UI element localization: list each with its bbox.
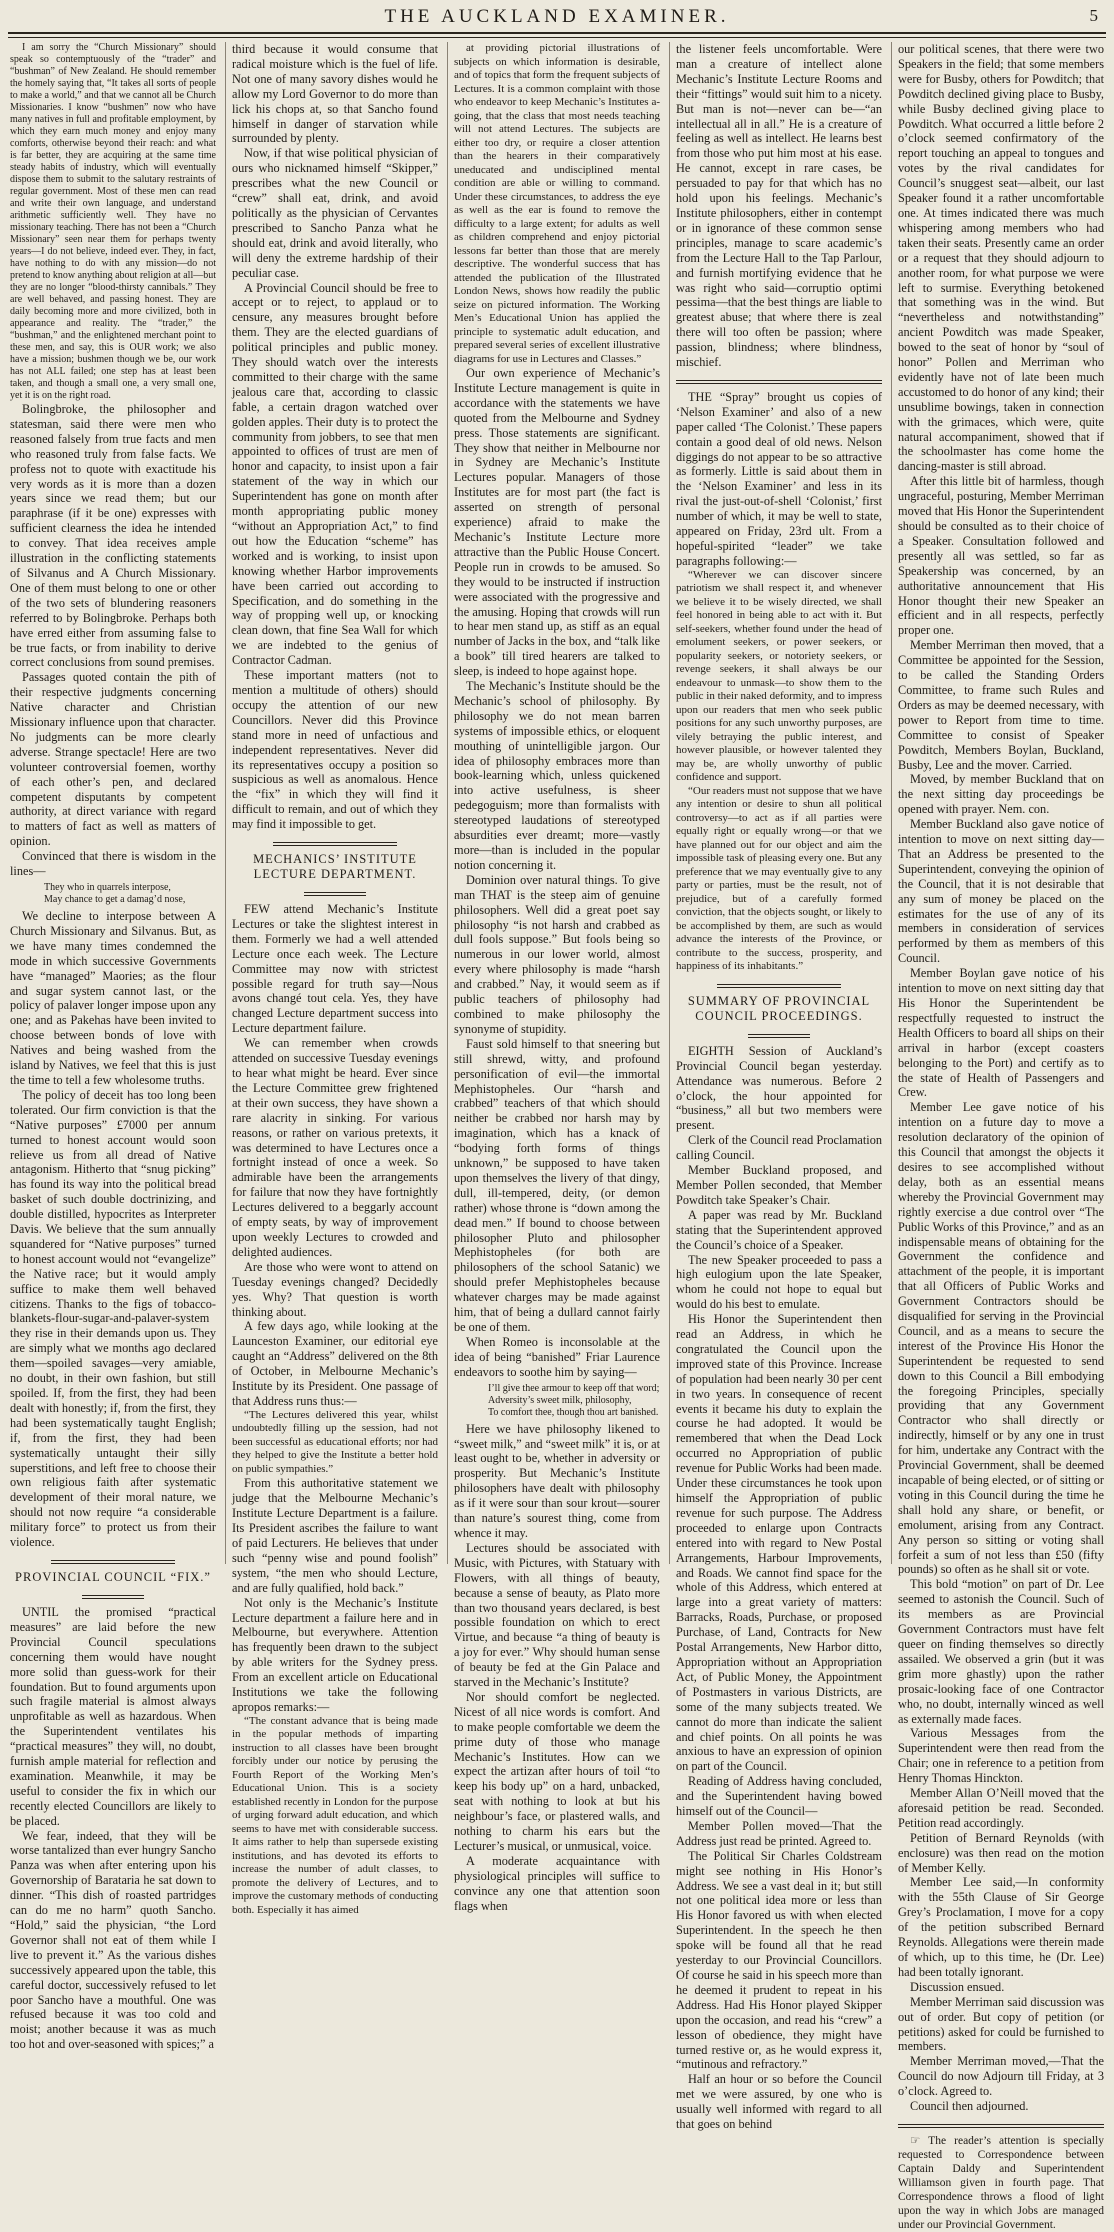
letter-excerpt: I am sorry the “Church Missionary” should speak so contemptuously of the “trader” and “bushman” of New Zealand. He should remember the homely saying that, “It takes all sorts of people to make a world,” and that we cannot all be Church Missionaries. I know “bushmen” now who have many natives in full and profitable employment, by which they earn much money and enjoy many comforts, otherwise beyond their reach: and what is far better, they are acquiring at the same time steady habits of industry, which will eventually dispose them to submit to the salutary restraints of regular government. Most of these men can read and write their own language, and understand arithmetic sufficiently well. They have no missionary teaching. There has not been a “Church Missionary” seen near them for perhaps twenty years—I do not believe, indeed ever. They, in fact, have nothing to do with any mission—do not pretend to know anything about religion at all—but they are no longer “blood-thirsty cannibals.” They are well behaved, and passing honest. They are daily becoming more and more civilized, both in appearance and reality. The “trader,” the “bushman,” and the enlightened merchant point to these men, and say, this is OUR work; we also have a mission; bushmen though we be, our work has not ALL failed; one step has at least been taken, and though a small one, a very small one, yet it is on the right road. — [10, 42, 216, 401]
paragraph: Various Messages from the Superintendent were then read from the Chair; one in reference to a petition from Henry Thomas Hinckton. — [898, 1726, 1104, 1786]
paragraph: Petition of Bernard Reynolds (with enclosure) was then read on the motion of Member Kelly. — [898, 1830, 1104, 1875]
masthead-rule — [8, 32, 1106, 38]
column-4 — [669, 42, 882, 2132]
section-divider — [676, 380, 882, 384]
paragraph: A Provincial Council should be free to accept or to reject, to applaud or to censure, any measures brought before them. They are the elected guardians of political principles and public money. They should watch over the interests committed to their charge with the same jealous care that, according to classic fable, a certain dragon watched over golden apples. Their duty is to protect the community from jobbers, to see that men appointed to offices of trust are men of honor and capacity, to insist upon a fair statement of the way in which our Superintendent has gone on month after month appropriating public money “without an Appropriation Act,” to find out how the Education “scheme” has worked and is working, to insist upon knowing whether Harbor improvements have been carried out according to Specification, and do something in the way of propping well up, or knocking clean down, that fine Sea Wall for which we are indebted to the genius of Contractor Cadman. — [232, 280, 438, 668]
paragraph: A paper was read by Mr. Buckland stating that the Superintendent approved the Council’s choice of a Speaker. — [676, 1207, 882, 1252]
paragraph: Member Buckland proposed, and Member Pollen seconded, that Member Powditch take Speaker’s Chair. — [676, 1163, 882, 1207]
paragraph: third because it would consume that radical moisture which is the fuel of life. Not one of many savory dishes would he allow my Lord Governor to do more than lick his chops at, so that Sancho found himself in danger of starvation while surrounded by plenty. — [232, 42, 438, 146]
paragraph: Passages quoted contain the pith of their respective judgments concerning Native character and Christian Missionary influence upon that character. No judgments can be more clearly adverse. Strange spectacle! Here are two volunteer controversial foemen, worthy of each other’s pen, and declared competent disputants by competent authority, at direct variance with regard to matters of fact as well as matters of opinion. — [10, 670, 216, 849]
verse-line: I’ll give thee armour to keep off that word; — [488, 1382, 660, 1394]
paragraph: We can remember when crowds attended on successive Tuesday evenings to hear what might be heard. Ever since the Lecture Committee grew frightened at their own success, they have shown a rare alacrity in sinking. For various reasons, or rather on various pretexts, it was determined to have Lectures once a fortnight instead of once a week. So admirable have been the arrangements for failure that now they have fortnightly Lectures delivered to a beggarly account of empty seats, by way of improvement upon weekly Lectures to crowded and delighted audiences. — [232, 1036, 438, 1259]
paragraph: We fear, indeed, that they will be worse tantalized than ever hungry Sancho Panza was when after entering upon his Governorship of Barataria he sat down to dinner. “This dish of roasted partridges can do me no harm” quoth Sancho. “Hold,” said the physician, “the Lord Governor shall not eat of them while I live to prevent it.” As the various dishes successively appeared upon the table, this careful doctor, successively refused to let poor Sancho have a mouthful. One was refused because it was too cold and moist; another because it was as much too hot and over-seasoned with spices;” a — [10, 1828, 216, 2052]
paragraph: FEW attend Mechanic’s Institute Lectures or take the slightest interest in them. Formerly we had a well attended Lecture once each week. The Lecture Committee may now with strictest possible regard for truth say—Nous avons changé tout cela. Yes, they have changed Lecture department success into Lecture department failure. — [232, 902, 438, 1036]
paragraph: After this little bit of harmless, though ungraceful, posturing, Member Merriman moved that His Honor the Superintendent should be consulted as to their choice of a Speaker. Consultation followed and presently all was settled, so far as Speakership was concerned, by an authoritative announcement that His Honor thought their new Speaker an efficient and in all respects, perfectly proper one. — [898, 474, 1104, 638]
paragraph: Member Boylan gave notice of his intention to move on next sitting day that His Honor the Superintendent be respectfully requested to instruct the Health Officers to board all ships on their arrival in harbor (except coasters belonging to the Port) and certify as to the state of Health of Passengers and Crew. — [898, 966, 1104, 1100]
article-headline: SUMMARY OF PROVINCIAL COUNCIL PROCEEDINGS. — [687, 993, 871, 1023]
column-2 — [225, 42, 438, 1916]
paragraph: Member Lee said,—In conformity with the 55th Clause of Sir George Grey’s Proclamation, I move for a copy of the petition subscribed Bernard Reynolds. Allegations were therein made of which, up to this time, he (Dr. Lee) had been totally ignorant. — [898, 1875, 1104, 1979]
paragraph: Nor should comfort be neglected. Nicest of all nice words is comfort. And to make people comfortable we deem the prime duty of those who manage Mechanic’s Institutes. How can we expect the artizan after hours of toil “to keep his body up” on a hard, unbacked, seat with nothing to look at but his neighbour’s face, or plastered walls, and nothing to charm his ears but the Lecturer’s musical, or unmusical, voice. — [454, 1689, 660, 1853]
paragraph: Council then adjourned. — [910, 2099, 1029, 2114]
headline-rule — [748, 1034, 810, 1038]
paragraph: Member Lee gave notice of his intention on a future day to move a resolution declaratory of the opinion of this Council that amongst the objects it desires to see accomplished without delay, both as an essential means whereby the Provincial Government may rightly exercise a due control over “The Public Works of this Province,” and as an indispensable means of obtaining for the Government the confidence and attachment of the people, it is important that all Officers of Public Works and Government Contractors should be disqualified for serving in the Provincial Council, and as a means to secure the interest of the Province His Honor the Superintendent be requested to send down to this Council a Bill embodying the foregoing Principles, specially providing that any Government Contractor who shall directly or indirectly, himself or by any one in trust for him, undertake any Contract with the Provincial Government, shall be deemed incapable of being elected, or of sitting or voting in this Council during the time he shall hold any share, or benefit, or emolument, arising from any Contract. Any person so sitting or voting shall forfeit a sum of not less than £50 (fifty pounds) so often as he shall sit or vote. — [898, 1100, 1104, 1577]
paragraph: We decline to interpose between A Church Missionary and Silvanus. But, as we have many times condemned the mode in which successive Governments have “managed” Maories; as the flour and sugar system cannot last, or the policy of palaver longer impose upon any one; and as Pakehas have been invited to choose between bonds of love with Natives and being washed from the island by Natives, we feel that this is just the time to tell a few wholesome truths. — [10, 909, 216, 1087]
page-number: 5 — [1089, 6, 1098, 25]
paragraph: Member Allan O’Neill moved that the aforesaid petition be read. Seconded. Petition read accordingly. — [898, 1786, 1104, 1830]
paragraph: Clerk of the Council read Proclamation calling Council. — [676, 1133, 882, 1163]
verse-quotation — [44, 882, 216, 906]
article-headline: MECHANICS’ INSTITUTE LECTURE DEPARTMENT. — [253, 852, 417, 882]
newspaper-title: THE AUCKLAND EXAMINER. — [384, 6, 730, 27]
paragraph: Member Merriman said discussion was out of order. But copy of petition (or petitions) asked for could be furnished to members. — [898, 1994, 1104, 2054]
article-heading-block — [676, 984, 882, 1038]
editorial-note: ☞ The reader’s attention is specially requested to Correspondence between Captain Daldy and Superintendent Williamson given in fourth page. That Correspondence throws a flood of light upon the way in which Jobs are managed under our Provincial Government. — [898, 2134, 1104, 2231]
verse-line: Adversity’s sweet milk, philosophy, — [488, 1394, 632, 1406]
paragraph: The Mechanic’s Institute should be the Mechanic’s school of philosophy. By philosophy we do not mean barren systems of impossible ethics, or eloquent mouthing of unintelligible jargon. Our idea of philosophy embraces more than book-learning which, unless quickened into active usefulness, is sheer pedegoguism; more than formalists with stereotyped laudations of stereotyped absurdities ever dreamt; more—vastly more—than is included in the popular notion concerning it. — [454, 679, 660, 872]
paragraph: Member Merriman moved,—That the Council do now Adjourn till Friday, at 3 o’clock. Agreed to. — [898, 2054, 1104, 2099]
paragraph: Moved, by member Buckland that on the next sitting day proceedings be opened with prayer. Nem. con. — [898, 772, 1104, 817]
quoted-passage: “Wherever we can discover sincere patriotism we shall respect it, and whenever we believe it to be wisely directed, we shall feel honored in being able to act with it. But self-seekers, whether found under the head of emolument seekers, or power seekers, or popularity seekers, or notoriety seekers, or revenge seekers, it shall always be our endeavour to unmask—to show them to the public in their naked deformity, and to impress upon our readers that men who seek public positions for any such unworthy purposes, are vilely betraying the public interest, and however plausible, or however talented they may be, are wholly unworthy of public confidence and support. — [676, 568, 882, 784]
paragraph: EIGHTH Session of Auckland’s Provincial Council began yesterday. Attendance was numerous. Before 2 o’clock, the hour appointed for “business,” all but two members were present. — [676, 1043, 882, 1133]
paragraph: Reading of Address having concluded, and the Superintendent having bowed himself out of the Council— — [676, 1774, 882, 1819]
paragraph: Faust sold himself to that sneering but still shrewd, witty, and profound personification of evil—the immortal Mephistopheles. Our “harsh and crabbed” teachers of that which should neither be crabbed nor harsh may by imagination, which has a knack of “bodying forth forms of things unknown,” be supposed to have taken upon themselves the livery of that dingy, dull, ill-tempered, deity, (or demon rather) whose throne is “down among the dead men.” If bound to choose between philosopher Pluto and philosopher Mephistopheles (for both are philosophers of the school Satanic) we should prefer Mephistopheles because whatever charges may be made against him, that of being a dullard cannot fairly be one of them. — [454, 1036, 660, 1334]
paragraph: Half an hour or so before the Council met we were assured, by one who is usually well informed with regard to all that goes on behind — [676, 2072, 882, 2132]
section-divider — [51, 1560, 175, 1564]
article-headline: PROVINCIAL COUNCIL “FIX.” — [15, 1569, 211, 1584]
paragraph: His Honor the Superintendent then read an Address, in which he congratulated the Council upon the improved state of this Province. Increase of population had been nearly 30 per cent in two years. In consequence of recent events it became his duty to explain the course he had adopted. It would be remembered that when the Dead Lock occurred no Appropriation of public revenue for Public Works had been made. Under these circumstances he took upon himself the Appropriation of public revenue for such purpose. The Address proceeded to enlarge upon Contracts entered into with regard to New Postal Arrangements, Harbour Improvements, and Roads. We cannot find space for the whole of this Address, which entered at large into a great variety of matters: Barracks, Roads, Purchase, or proposed Purchase, of Land, Contracts for New Postal Arrangements, New Harbor ditto, Appropriation without an Appropriation Act, of Public Money, the Appointment of Postmasters in various Districts, are some of the many subjects treated. We cannot do more than indicate the salient and chief points. On all points he was anxious to have an expression of opinion on part of the Council. — [676, 1312, 882, 1774]
section-divider — [273, 842, 397, 846]
paragraph: Our own experience of Mechanic’s Institute Lecture management is quite in accordance with the statements we have quoted from the Melbourne and Sydney press. Those statements are significant. They show that neither in Melbourne nor in Sydney are Mechanic’s Institute Lectures popular. Managers of those Institutes are for most part (the fact is asserted on strength of personal experience) afraid to make the Mechanic’s Institute Lecture more attractive than the Public House Concert. People run in crowds to be amused. So they would to be instructed if instruction were associated with the progressive and the amusing. Hoping that crowds will run to hear men stand up, as stiff as an equal number of Jacks in the box, and “talk like a book” till tired hearers are talked to sleep, is indeed to hope against hope. — [454, 366, 660, 679]
section-divider — [898, 2124, 1104, 2128]
paragraph: Here we have philosophy likened to “sweet milk,” and “sweet milk” it is, or at least ought to be, whether in adversity or prosperity. But Mechanic’s Institute philosophers have dealt with philosophy as if it were sour than sour krout—sourer than nature’s sourest thing, come from whence it may. — [454, 1421, 660, 1540]
column-1 — [10, 42, 216, 2052]
paragraph: Member Pollen moved—That the Address just read be printed. Agreed to. — [676, 1818, 882, 1848]
headline-rule — [304, 892, 366, 896]
section-divider — [717, 984, 841, 988]
paragraph: This bold “motion” on part of Dr. Lee seemed to astonish the Council. Such of its members as are Provincial Government Contractors must have felt queer on finding themselves so directly assailed. We observed a grin (but it was grim more ghastly) upon the rather prosaic-looking face of one Contractor who, no doubt, internally winced as well as externally made faces. — [898, 1577, 1104, 1726]
verse-line: To comfort thee, though thou art banished. — [488, 1406, 659, 1418]
paragraph: A moderate acquaintance with physiological principles will suffice to convince any one that attention soon flags when — [454, 1853, 660, 1913]
quoted-passage: at providing pictorial illustrations of subjects on which information is desirable, and of topics that form the frequent subjects of Lectures. It is a common complaint with those who endeavor to keep Mechanic’s Institutes a-going, that the class that most needs teaching will not attend Lectures. The subjects are either too dry, or require a closer attention than the hearers in their comparatively uneducated and undisciplined mental condition are able or willing to command. Under these circumstances, to address the eye as well as the ear is found to remove the difficulty to a large extent; for adults as well as children comprehend and enjoy pictorial lessons far better than those that are merely descriptive. The wonderful success that has attended the publication of the Illustrated London News, shows how readily the public seize on pictured information. The Working Men’s Educational Union has applied the principle to systematic adult education, and prepared several series of excellent illustrative diagrams for use in Lectures and Classes.” — [454, 42, 660, 365]
paragraph: UNTIL the promised “practical measures” are laid before the new Provincial Council speculations concerning them would have nought more solid than guess-work for their foundation. But to found arguments upon such fragile material is almost always unprofitable as well as hazardous. When the Superintendent ventilates his “practical measures” they will, no doubt, furnish ample material for reflection and examination. Meanwhile, it may be useful to consider the fix in which our recently elected Councillors are likely to be placed. — [10, 1604, 216, 1828]
paragraph: our political scenes, that there were two Speakers in the field; that some members were for Busby, others for Powditch; that Powditch declined giving place to Busby, while Busby declined giving place to Powditch. What occurred a little before 2 o’clock seemed confirmatory of the report touching an appeal to tongues and votes by the rival candidates for Council’s snuggest seat—albeit, our last Speaker found it a rather uncomfortable one. At times indicated there was much whispering among members who had taken their seats. Presently came an order or a request that they should adjourn to another room, for what purpose we were left to surmise. Everything betokened that something was in the wind. But “nevertheless and notwithstanding” ancient Powditch was made Speaker, bowed to the seat of honor by “soul of honor” Pollen and Merriman who evidently have not of late been much accustomed to do honor of any kind; their unsublime bowings, taken in connection with the grimaces, which were, quite natural accompaniment, showed that if the schoolmaster has come home the dancing-master is still abroad. — [898, 42, 1104, 474]
paragraph: THE “Spray” brought us copies of ‘Nelson Examiner’ and also of a new paper called ‘The Colonist.’ These papers contain a good deal of old news. Nelson diggings do not appear to be so attractive as formerly. Little is said about them in the ‘Nelson Examiner’ and less in its rival the just-out-of-shell ‘Colonist,’ first number of which, it may be well to state, appeared on Friday, 23rd ult. From a hopeful-spirited “leader” we take paragraphs following:— — [676, 389, 882, 568]
paragraph: Are those who were wont to attend on Tuesday evenings changed? Decidedly yes. Why? That question is worth thinking about. — [232, 1259, 438, 1319]
column-5 — [891, 42, 1104, 2231]
verse-line: They who in quarrels interpose, — [44, 882, 171, 893]
paragraph: When Romeo is inconsolable at the idea of being “banished” Friar Laurence endeavors to soothe him by saying— — [454, 1334, 660, 1379]
paragraph: These important matters (not to mention a multitude of others) should occupy the attention of our new Councillors. Never did this Province stand more in need of unfactious and independent representatives. Never did its representatives occupy a position so suspicious as well as anomalous. Hence the “fix” in which they will find it difficult to remain, and out of which they may find it impossible to get. — [232, 668, 438, 832]
quoted-passage: “The Lectures delivered this year, whilst undoubtedly filling up the session, had not been successful as educational efforts; nor had they helped to give the Institute a better hold on public sympathies.” — [232, 1408, 438, 1475]
columns-container — [10, 42, 1104, 2231]
headline-rule — [82, 1595, 144, 1599]
masthead — [0, 0, 1114, 30]
quoted-passage: “Our readers must not suppose that we have any intention or desire to shun all political controversy—to act as if all parties were equally right or equally wrong—or that we have planned out for our object and aim the impossible task of pleasing every one. But any preference that we may eventually give to any party or parties, must be the result, not of prejudice, but of a carefully formed conviction, that the objects sought, or likely to be accomplished by them, are such as would advance the interests of the Province, or contribute to the success, prosperity, and happiness of its inhabitants.” — [676, 784, 882, 973]
paragraph: Dominion over natural things. To give man THAT is the steep aim of genuine philosophers. Well did a great poet say philosophy “is not harsh and crabbed as dull fools suppose.” But fools being so numerous in our lower world, almost every where philosophy is made “harsh and crabbed.” Nay, it would seem as if public teachers of philosophy had combined to make philosophy the synonyme of stupidity. — [454, 872, 660, 1036]
article-heading-block — [232, 842, 438, 896]
article-heading-block — [10, 1560, 216, 1599]
paragraph: The Political Sir Charles Coldstream might see nothing in His Honor’s Address. We see a vast deal in it; but still not one political idea more or less than His Honor favored us with when elected Superintendent. In the speech he then spoke will be found all that he read yesterday to our Provincial Councillors. Of course he said in his speech more than he deemed it prudent to repeat in his Address. Had His Honor played Skipper upon the occasion, and read his “crew” a lesson of obedience, they might have turned restive or, as he would express it, “mutinous and refractory.” — [676, 1848, 882, 2072]
paragraph: Convinced that there is wisdom in the lines— — [10, 849, 216, 879]
paragraph: The new Speaker proceeded to pass a high eulogium upon the late Speaker, whom he could not hope to equal but would do his best to emulate. — [676, 1252, 882, 1312]
paragraph: Discussion ensued. — [910, 1979, 1005, 1994]
verse-quotation — [488, 1383, 660, 1419]
paragraph: the listener feels uncomfortable. Were man a creature of intellect alone Mechanic’s Institute Lecture Rooms and their “fittings” would suit him to a nicety. But man is not—never can be—“an intellectual all in all.” He is a creature of feeling as well as intellect. He learns best from those who put him most at his ease. He cannot, except in rare cases, be persuaded to pay for that which has no hold upon his feelings. Mechanic’s Institute philosophers, either in contempt or in ignorance of these common sense principles, manage to scare academic’s from the Lecture Hall to the Tap Parlour, and furnish mortifying evidence that he was right who said—corruptio optimi pessima—that the best things are liable to greatest abuse; that where there is zeal there will too often be passion; where passion, blindness; where blindness, mischief. — [676, 42, 882, 370]
paragraph: Lectures should be associated with Music, with Pictures, with Statuary with Flowers, with all things of beauty, because a sense of beauty, as Plato more than two thousand years declared, is best possible foundation on which to erect Virtue, and because “a thing of beauty is a joy for ever.” Why should human sense of beauty be fed at the Gin Palace and starved in the Mechanic’s Institute? — [454, 1540, 660, 1690]
column-3 — [447, 42, 660, 1913]
paragraph: A few days ago, while looking at the Launceston Examiner, our editorial eye caught an “Address” delivered on the 8th of October, in Melbourne Mechanic’s Institute by its President. One passage of that Address runs thus:— — [232, 1319, 438, 1408]
quoted-passage: “The constant advance that is being made in the popular methods of imparting instruction to all classes have been brought forcibly under our notice by perusing the Fourth Report of the Working Men’s Educational Union. This is a society established recently in London for the purpose of urging forward adult education, and which seems to have met with considerable success. It aims rather to help than supersede existing institutions, and has devoted its efforts to increase the number of adult classes, to promote the delivery of Lectures, and to improve the customary methods of conducting both. Especially it has aimed — [232, 1714, 438, 1916]
verse-line: May chance to get a damag’d nose, — [44, 894, 186, 905]
paragraph: The policy of deceit has too long been tolerated. Our firm conviction is that the “Native purposes” £7000 per annum turned to honest account would soon relieve us from all dread of Native antagonism. Hitherto that “snug picking” has found its way into the political bread basket of such double doctrinizing, and double distilled, hypocrites as Interpreter Davis. We believe that the sum annually squandered for “Native purposes” turned to honest account would not “evangelize” the Native race; but it would amply suffice to make them well behaved citizens. Thanks to the figs of tobacco-blankets-flour-sugar-and-palaver-system they rise in their demands upon us. They are simply what we months ago declared them—spoiled savages—very amiable, no doubt, in their own fashion, but still spoiled. If, from the first, they had been dealt with honestly; if, from the first, they had been systematically taught English; if, from the first, they had been systematically untaught their silly superstitions, and left free to choose their own religious faith after systematic development of their moral nature, we should not now require “a considerable military force” to protect us from their violence. — [10, 1087, 216, 1550]
paragraph: Not only is the Mechanic’s Institute Lecture department a failure here and in Melbourne, but everywhere. Attention has frequently been drawn to the subject by able writers for the Sydney press. From an excellent article on Educational Institutions we take the following apropos remarks:— — [232, 1595, 438, 1714]
paragraph: Member Merriman then moved, that a Committee be appointed for the Session, to be called the Standing Orders Committee, to frame such Rules and Orders as may be deemed necessary, with power to Report from time to time. Committee to consist of Speaker Powditch, Members Boylan, Buckland, Busby, Lee and the mover. Carried. — [898, 638, 1104, 772]
paragraph: Now, if that wise political physician of ours who nicknamed himself “Skipper,” prescribes what the new Council or “crew” shall eat, drink, and avoid politically as the physician of Cervantes prescribed to Sancho Panza what he should eat, drink and avoid literally, who will deny the extreme hardship of their peculiar case. — [232, 146, 438, 280]
paragraph: Member Buckland also gave notice of intention to move on next sitting day—That an Address be presented to the Superintendent, conveying the opinion of the Council, that it is not desirable that any sum of money be placed on the estimates for the use of any of its members in consideration of services performed by them as members of this Council. — [898, 817, 1104, 966]
paragraph: From this authoritative statement we judge that the Melbourne Mechanic’s Institute Lecture Department is a failure. Its President ascribes the failure to want of paid Lecturers. He believes that under such “penny wise and pound foolish” system, “the men who should Lecture, and are fully qualified, hold back.” — [232, 1476, 438, 1595]
paragraph: Bolingbroke, the philosopher and statesman, said there were men who reasoned falsely from true facts and men who reasoned truly from false facts. We profess not to quote with exactitude his very words as it is more than a dozen years since we read them; but our paraphrase (if it be one) expresses with sufficient clearness the idea he intended to convey. That idea receives ample illustration in the conflicting statements of Silvanus and A Church Missionary. One of them must belong to one or other of the two sets of blundering reasoners referred to by Bolingbroke. Perhaps both have erred either from assuming false to be true facts, or from inability to derive correct conclusions from sound premises. — [10, 402, 216, 670]
